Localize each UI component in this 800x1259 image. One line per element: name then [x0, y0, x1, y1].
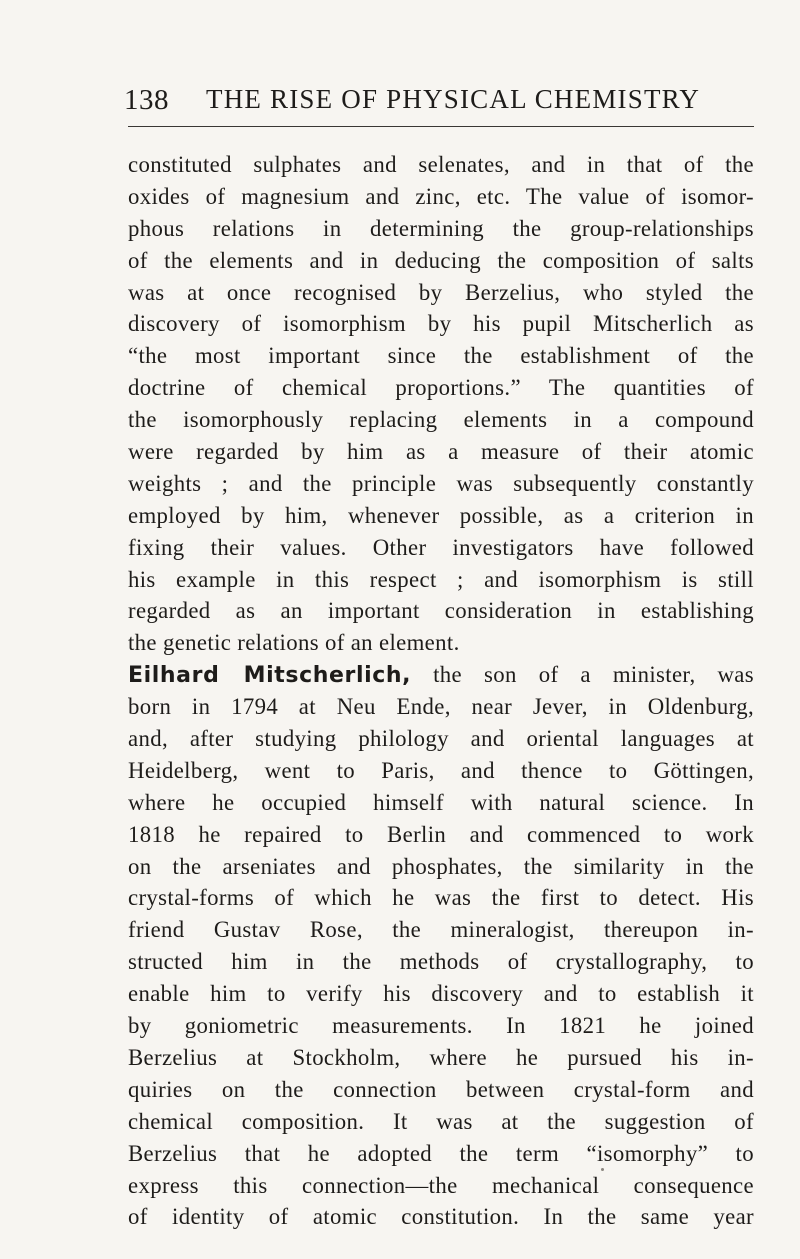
text-line: Heidelberg, went to Paris, and thence to Göttingen,: [128, 757, 754, 783]
text-line: where he occupied himself with natural science. In: [128, 789, 754, 815]
text-line: express this connection—the mechanical consequence: [128, 1172, 754, 1198]
text-line: and, after studying philology and oriental languages at: [128, 726, 754, 752]
text-line: phous relations in determining the group-relationships: [128, 215, 754, 241]
text-line: fixing their values. Other investigators have followed: [128, 534, 754, 560]
text-line: his example in this respect ; and isomorphism is still: [128, 566, 754, 592]
text-line: born in 1794 at Neu Ende, near Jever, in Oldenburg,: [128, 694, 754, 720]
text-line: structed him in the methods of crystallography, to: [128, 949, 754, 975]
text-line: employed by him, whenever possible, as a criterion in: [128, 502, 754, 528]
text-line: were regarded by him as a measure of their atomic: [128, 439, 754, 465]
paper-speck: [601, 1168, 604, 1171]
bold-name: Eilhard Mitscherlich,: [128, 663, 412, 689]
text-line: discovery of isomorphism by his pupil Mitscherlich as: [128, 311, 754, 337]
text-line: of identity of atomic constitution. In the same year: [128, 1204, 754, 1230]
text-line: 1818 he repaired to Berlin and commenced to work: [128, 821, 754, 847]
text-line: friend Gustav Rose, the mineralogist, thereupon in-: [128, 917, 754, 943]
text-line: crystal-forms of which he was the first to detect. His: [128, 885, 754, 911]
page-header: [124, 84, 744, 124]
page-number: 138: [124, 84, 169, 116]
text-line: chemical composition. It was at the suggestion of: [128, 1108, 754, 1134]
body-text: [128, 149, 754, 1233]
text-line: “the most important since the establishment of the: [128, 343, 754, 369]
text-line: enable him to verify his discovery and to establish it: [128, 981, 754, 1007]
text-line: constituted sulphates and selenates, and in that of the: [128, 152, 754, 177]
text-line: weights ; and the principle was subsequently constantly: [128, 470, 754, 496]
text-line: on the arseniates and phosphates, the similarity in the: [128, 853, 754, 879]
text-line: quiries on the connection between crystal-form and: [128, 1076, 754, 1102]
text-line: oxides of magnesium and zinc, etc. The value of isomor-: [128, 183, 754, 209]
text-line: by goniometric measurements. In 1821 he joined: [128, 1013, 754, 1039]
text-fragment: the son of a minister, was: [433, 662, 754, 688]
running-title: THE RISE OF PHYSICAL CHEMISTRY: [206, 84, 701, 114]
header-rule: [128, 126, 754, 127]
text-line: was at once recognised by Berzelius, who styled the: [128, 279, 754, 305]
text-line: regarded as an important consideration in establishing: [128, 598, 754, 624]
text-line: Berzelius at Stockholm, where he pursued his in-: [128, 1044, 754, 1070]
text-line: doctrine of chemical proportions.” The quantities of: [128, 375, 754, 401]
text-line: of the elements and in deducing the composition of salts: [128, 247, 754, 273]
text-line: the isomorphously replacing elements in a compound: [128, 407, 754, 433]
text-line: Berzelius that he adopted the term “isomorphy” to: [128, 1140, 754, 1166]
paragraph-start-line: [128, 659, 754, 691]
text-line: the genetic relations of an element.: [128, 630, 460, 656]
